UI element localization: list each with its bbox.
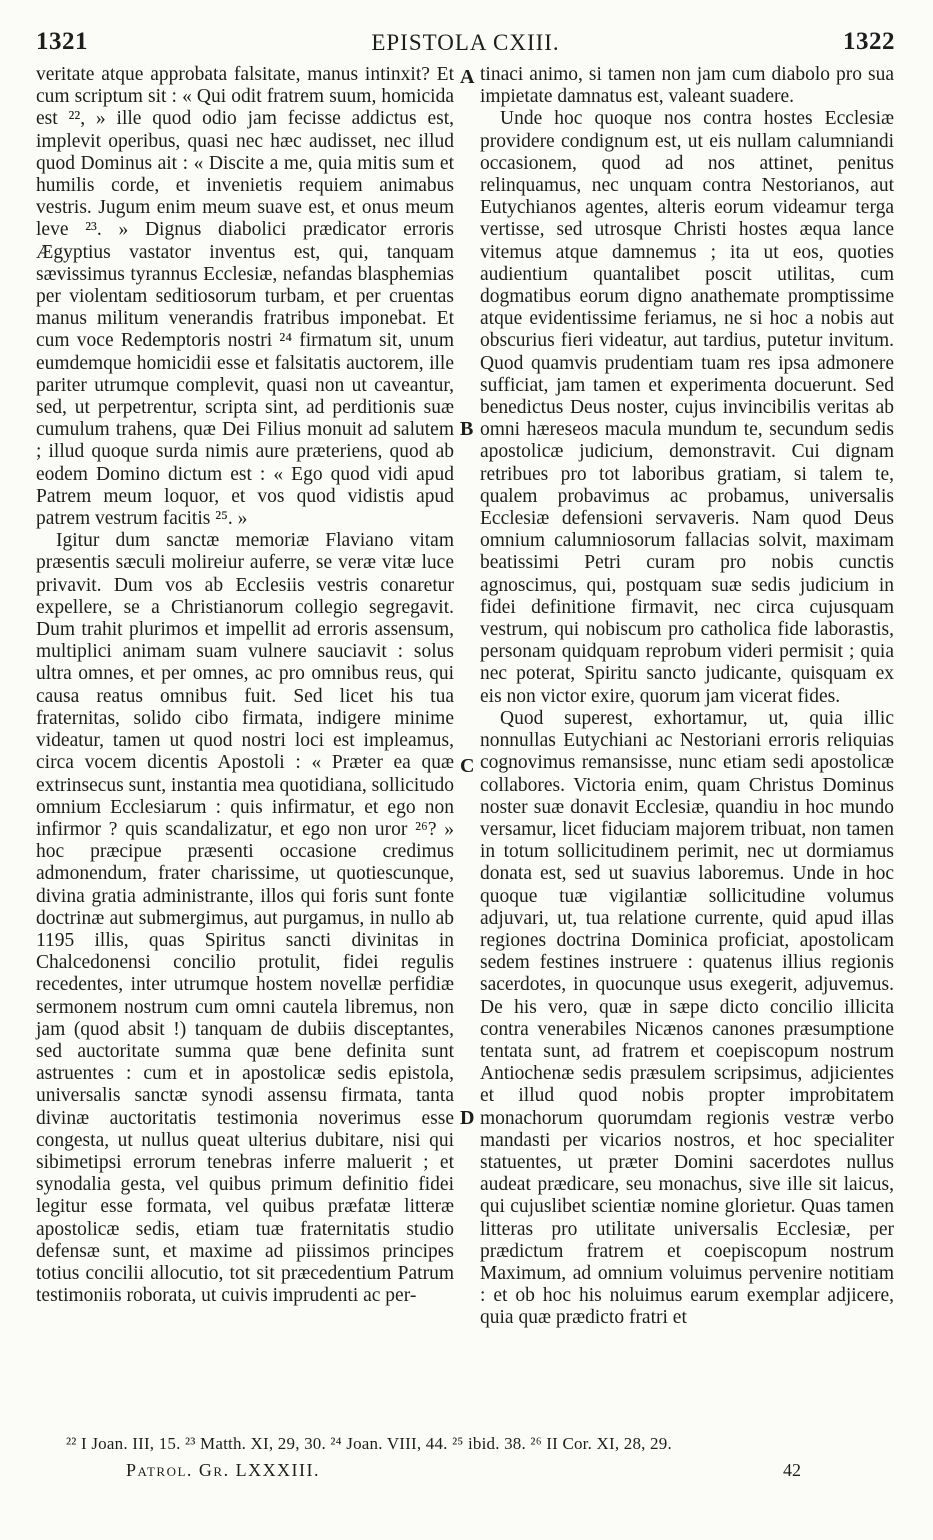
margin-marker-b: B [460,418,474,440]
right-paragraph-3: Quod superest, exhortamur, ut, quia illic nonnullas Eutychiani ac Nestoriani erroris reliquias cognovimus remansisse, nunc etiam sedi apostolicæ collabores. Victoria enim, quam Christus Dominus noster suæ donavit Ecclesiæ, quandiu in hoc mundo versamur, licet fiduciam majorem tribuat, non tamen in totum sollicitudinem perimit, nec ut dormiamus donata est, sed ut suavius laboremus. Unde in hoc quoque tuæ vigilantiæ sollicitudine volumus adjuvari, ut, tua relatione currente, quid apud illas regiones doctrina Dominica proficiat, apostolicam sedem festines instruere : quatenus illius regionis sacerdotes, in quocunque usus exegerit, adjuvemus. De his vero, quæ in sæpe dicto concilio illicita contra venerabiles Nicænos canones præsumptione tentata sunt, ad fratrem et coepiscopum nostrum Antiochenæ sedis præsulem scripsimus, adjicientes et illud quod nobis propter improbitatem monachorum quorumdam regionis vestræ verbo mandasti per vicarios nostros, et hoc specialiter statuentes, ut præter Domini sacerdotes nullus audeat prædicare, seu monachus, sive ille sit laicus, qui cujuslibet scientiæ nomine glorietur. Quas tamen litteras pro utilitate universalis Ecclesiæ, per prædictum fratrem et coepiscopum nostrum Maximum, ad omnium voluimus pervenire notitiam : et ob hoc his noluimus earum exemplar adjicere, quia quæ prædicto fratri et [480,707,894,1329]
left-column [36,64,454,1307]
margin-marker-d: D [460,1107,475,1129]
running-header [36,28,895,64]
margin-marker-c: C [460,755,475,777]
margin-marker-a: A [460,66,475,88]
right-column [480,64,894,1330]
left-paragraph-1: veritate atque approbata falsitate, manus intinxit? Et cum scriptum sit : « Qui odit fratrem suum, homicida est ²², » ille quod odio jam fecisse addictus est, implevit operibus, quasi nec hæc audisset, nec illud quod Dominus ait : « Discite a me, quia mitis sum et humilis corde, et invenietis requiem animabus vestris. Jugum enim meum suave est, et onus meum leve ²³. » Dignus diabolici prædicator erroris Ægyptius vastator inventus est, qui, tanquam sævissimus tyrannus Ecclesiæ, nefandas blasphemias per violentam seditiosorum turbam, et per cruentas manus militum venerandis fratribus imponebat. Et cum voce Redemptoris nostri ²⁴ firmatum sit, unum eumdemque homicidii esse et falsitatis auctorem, ille pariter utrumque complevit, quasi non ut caveantur, sed, ut perpetrentur, scripta sint, ad perditionis suæ cumulum trahens, quæ Dei Filius monuit ad salutem ; illud quoque surda nimis aure præteriens, quod ab eodem Domino dictum est : « Ego quod vidi apud Patrem meum loquor, et vos quod vidistis apud patrem vestrum facitis ²⁵. » [36,64,454,530]
left-paragraph-2: Igitur dum sanctæ memoriæ Flaviano vitam præsentis sæculi molireiur auferre, se veræ vitæ luce privavit. Dum vos ab Ecclesiis vestris conaretur expellere, se a Christianorum collegio segregavit. Dum trahit plurimos et impellit ad erroris assensum, multiplici animam suam vulnere sauciavit : solus ultra omnes, et per omnes, ac pro omnibus reus, qui causa reatus omnibus fuit. Sed licet his tua fraternitas, solido cibo firmata, indigere minime videatur, tamen ut quod nostri loci est impleamus, circa vocem dicentis Apostoli : « Præter ea quæ extrinsecus sunt, instantia mea quotidiana, sollicitudo omnium Ecclesiarum : quis infirmatur, et ego non infirmor ? quis scandalizatur, et ego non uror ²⁶? » hoc præcipue præsenti occasione credimus admonendum, frater charissime, ut quotiescunque, divina gratia administrante, illos qui foris sunt fonte doctrinæ aut submergimus, aut purgamus, in nullo ab 1195 illis, quas Spiritus sancti divinitas in Chalcedonensi concilio protulit, fidei regulis recedentes, inter utrumque hostem novellæ perfidiæ sermonem nostrum cum omni cautela libremus, non jam (quod absit !) tanquam de dubiis disceptantes, sed auctoritate summa quæ bene definita sunt astruentes : cum et in apostolicæ sedis epistola, universalis sanctæ synodi assensu firmata, tanta divinæ auctoritatis testimonia noverimus esse congesta, ut nullus queat ulterius dubitare, nisi qui sibimetipsi errorum tenebras inferre maluerit ; et synodalia gesta, vel quibus primum definitio fidei legitur esse formata, vel quibus præfatæ litteræ apostolicæ sedis, etiam tuæ fraternitatis studio defensæ sunt, et maxime ad piissimos principes totius concilii allocutio, tot sit præcedentium Patrum testimoniis roborata, ut cuivis imprudenti ac per- [36,530,454,1307]
page-number-left: 1321 [36,28,88,55]
page-title: EPISTOLA CXIII. [371,30,560,55]
page-number-right: 1322 [843,28,895,55]
signature-mark: Patrol. Gr. LXXXIII. [126,1460,321,1480]
right-paragraph-2: Unde hoc quoque nos contra hostes Ecclesiæ providere condignum est, ut eis nullam calumniandi occasionem, quod ad nos attinet, penitus relinquamus, nec unquam contra Nestorianos, aut Eutychianos agentes, alteris eorum videamur terga vertisse, sed utrosque Christi hostes æqua lance vitemus atque damnemus ; ita ut eos, quoties audientium quantalibet poscit utilitas, cum dogmatibus eorum digno anathemate promptissime atque evidentissime feriamus, ne si hoc a nobis aut obscurius fieri videatur, aut tardius, putetur invitum. Quod quamvis prudentiam tuam res ipsa admonere sufficiat, jam tamen et experimenta docuerunt. Sed benedictus Deus noster, cujus invincibilis veritas ab omni hæreseos macula mundum te, secundum sedis apostolicæ judicium, demonstravit. Cui dignam retribues pro tot laboribus gratiam, si talem te, qualem probavimus ac probamus, universalis Ecclesiæ defensioni servaveris. Nam quod Deus omnium calumniosorum fallacias solvit, maximam beatissimi Petri curam pro nobis cunctis agnoscimus, qui, postquam suæ sedis judicium in fidei definitione firmavit, nec circa cujusquam vestrum, qui nobiscum pro catholica fide laborastis, personam quidquam reprobum videri permisit ; quia nec poterat, Spiritu sancto judicante, quisquam ex eis non victor exire, quorum jam vicerat fides. [480,108,894,707]
right-paragraph-1: tinaci animo, si tamen non jam cum diabolo pro sua impietate damnatus est, valeant suadere. [480,64,894,108]
footnotes: ²² I Joan. III, 15. ²³ Matth. XI, 29, 30. ²⁴ Joan. VIII, 44. ²⁵ ibid. 38. ²⁶ II Cor. XI, 28, 29. [66,1434,672,1453]
sheet-number: 42 [783,1460,801,1480]
